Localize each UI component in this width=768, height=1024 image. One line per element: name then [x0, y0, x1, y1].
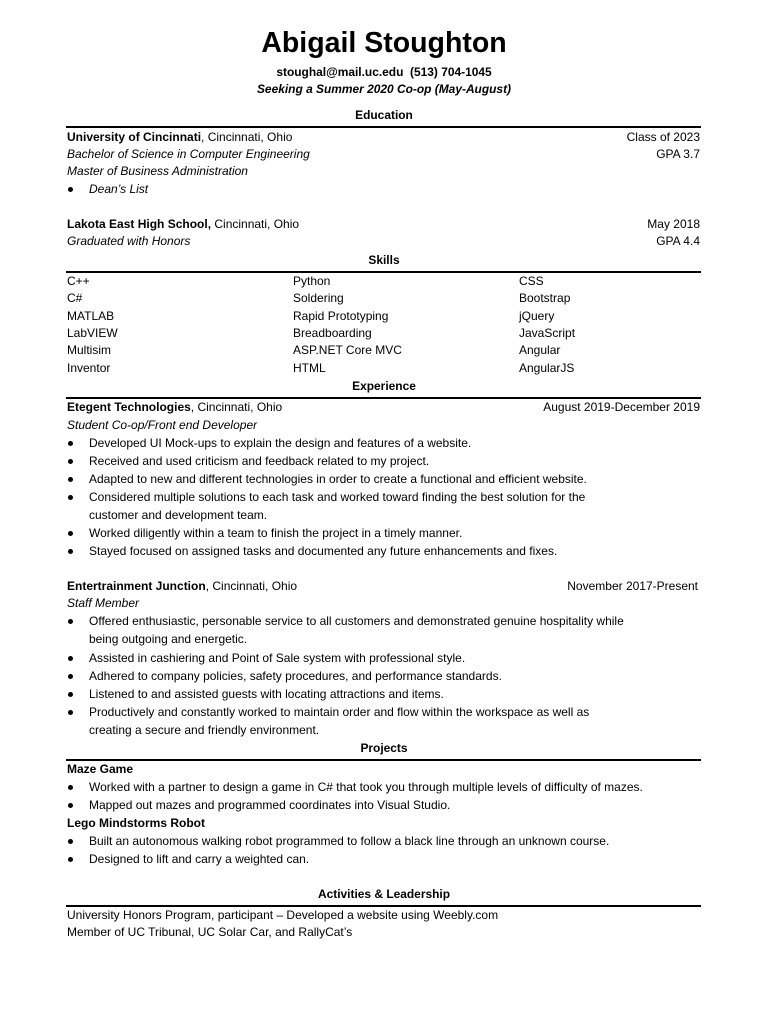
bullet-icon [68, 857, 73, 862]
project2-name: Lego Mindstorms Robot [67, 816, 205, 830]
job2-bullet: Listened to and assisted guests with locating attractions and items. [89, 687, 444, 701]
job1-dates: August 2019-December 2019 [543, 400, 700, 414]
skill-item: jQuery [519, 309, 555, 323]
job2-bullet: Offered enthusiastic, personable service to all customers and demonstrated genuine hospitality while [89, 614, 624, 628]
uc-honor: Dean’s List [89, 182, 149, 196]
job1-bullet: Worked diligently within a team to finish the project in a timely manner. [89, 526, 463, 540]
skill-item: Inventor [67, 361, 111, 375]
project2-bullet: Designed to lift and carry a weighted can. [89, 852, 310, 866]
bullet-icon [68, 531, 73, 536]
bullet-icon [68, 495, 73, 500]
bullet-icon [68, 785, 73, 790]
bullet-icon [68, 549, 73, 554]
job2-bullet-continuation: being outgoing and energetic. [89, 632, 248, 646]
bullet-icon [68, 619, 73, 624]
bullet-icon [68, 692, 73, 697]
education-heading: Education [355, 108, 413, 122]
job2-company: Entertrainment Junction [67, 579, 206, 593]
activity-line: University Honors Program, participant – Developed a website using Weebly.com [67, 908, 499, 922]
activities-heading: Activities & Leadership [317, 887, 451, 901]
skill-item: Python [293, 274, 331, 288]
job2-bullet-continuation: creating a secure and friendly environment. [89, 723, 320, 737]
bullet-icon [68, 839, 73, 844]
skill-item: MATLAB [67, 309, 115, 323]
job2-company-line [67, 579, 297, 594]
phone-number: (513) 704-1045 [410, 65, 492, 79]
education-divider [66, 126, 701, 128]
bullet-icon [68, 187, 73, 192]
job2-dates: November 2017-Present [567, 579, 698, 593]
job1-bullet: Considered multiple solutions to each task and worked toward finding the best solution for the [89, 490, 586, 504]
uc-gpa: GPA 3.7 [656, 147, 700, 161]
experience-divider [66, 397, 701, 399]
uc-school-line [67, 130, 292, 145]
uc-degree-mba: Master of Business Administration [67, 164, 248, 178]
skill-item: C++ [67, 274, 90, 288]
job2-bullet: Adhered to company policies, safety procedures, and performance standards. [89, 669, 502, 683]
skill-item: C# [67, 291, 83, 305]
resume-name: Abigail Stoughton [261, 27, 507, 59]
project1-bullet: Worked with a partner to design a game in C# that took you through multiple levels of difficulty of mazes. [89, 780, 643, 794]
job1-company-line [67, 400, 282, 415]
objective-line: Seeking a Summer 2020 Co-op (May-August) [256, 82, 512, 96]
bullet-icon [68, 656, 73, 661]
skill-item: Rapid Prototyping [293, 309, 389, 323]
uc-degree-bs: Bachelor of Science in Computer Engineering [67, 147, 310, 161]
contact-line [0, 64, 768, 80]
uc-school-name: University of Cincinnati [67, 130, 202, 144]
project1-name: Maze Game [67, 762, 134, 776]
job1-company: Etegent Technologies [67, 400, 191, 414]
bullet-icon [68, 477, 73, 482]
project1-bullet: Mapped out mazes and programmed coordinates into Visual Studio. [89, 798, 451, 812]
uc-location: , Cincinnati, Ohio [201, 130, 293, 144]
skill-item: Breadboarding [293, 326, 372, 340]
job1-bullet: Received and used criticism and feedback related to my project. [89, 454, 430, 468]
job1-bullet: Developed UI Mock-ups to explain the design and features of a website. [89, 436, 472, 450]
hs-school-line [67, 217, 299, 232]
job2-bullet: Productively and constantly worked to maintain order and flow within the workspace as well as [89, 705, 590, 719]
skill-item: JavaScript [519, 326, 576, 340]
job1-bullet-continuation: customer and development team. [89, 508, 268, 522]
bullet-icon [68, 710, 73, 715]
email-address: stoughal@mail.uc.edu [276, 65, 404, 79]
skills-divider [66, 271, 701, 273]
hs-note: Graduated with Honors [67, 234, 191, 248]
job2-bullet: Assisted in cashiering and Point of Sale system with professional style. [89, 651, 466, 665]
bullet-icon [68, 803, 73, 808]
hs-school-name: Lakota East High School, [67, 217, 212, 231]
bullet-icon [68, 441, 73, 446]
skill-item: LabVIEW [67, 326, 118, 340]
job2-title: Staff Member [67, 596, 140, 610]
job1-title: Student Co-op/Front end Developer [67, 418, 258, 432]
job1-bullet: Stayed focused on assigned tasks and documented any future enhancements and fixes. [89, 544, 558, 558]
project2-bullet: Built an autonomous walking robot programmed to follow a black line through an unknown course. [89, 834, 610, 848]
hs-gpa: GPA 4.4 [656, 234, 700, 248]
uc-class-year: Class of 2023 [626, 130, 700, 144]
skill-item: HTML [293, 361, 326, 375]
activity-line: Member of UC Tribunal, UC Solar Car, and RallyCat’s [67, 925, 353, 939]
bullet-icon [68, 459, 73, 464]
skills-heading: Skills [368, 253, 400, 267]
bullet-icon [68, 674, 73, 679]
skill-item: Bootstrap [519, 291, 571, 305]
projects-heading: Projects [360, 741, 408, 755]
projects-divider [66, 759, 701, 761]
skill-item: Soldering [293, 291, 344, 305]
skill-item: CSS [519, 274, 544, 288]
activities-divider [66, 905, 701, 907]
skill-item: AngularJS [519, 361, 575, 375]
job2-location: , Cincinnati, Ohio [205, 579, 298, 593]
hs-date: May 2018 [647, 217, 700, 231]
job1-location: , Cincinnati, Ohio [190, 400, 283, 414]
skill-item: ASP.NET Core MVC [293, 343, 402, 357]
skill-item: Angular [519, 343, 561, 357]
skill-item: Multisim [67, 343, 111, 357]
experience-heading: Experience [352, 379, 416, 393]
hs-location: Cincinnati, Ohio [211, 217, 300, 231]
job1-bullet: Adapted to new and different technologies in order to create a functional and efficient website. [89, 472, 587, 486]
